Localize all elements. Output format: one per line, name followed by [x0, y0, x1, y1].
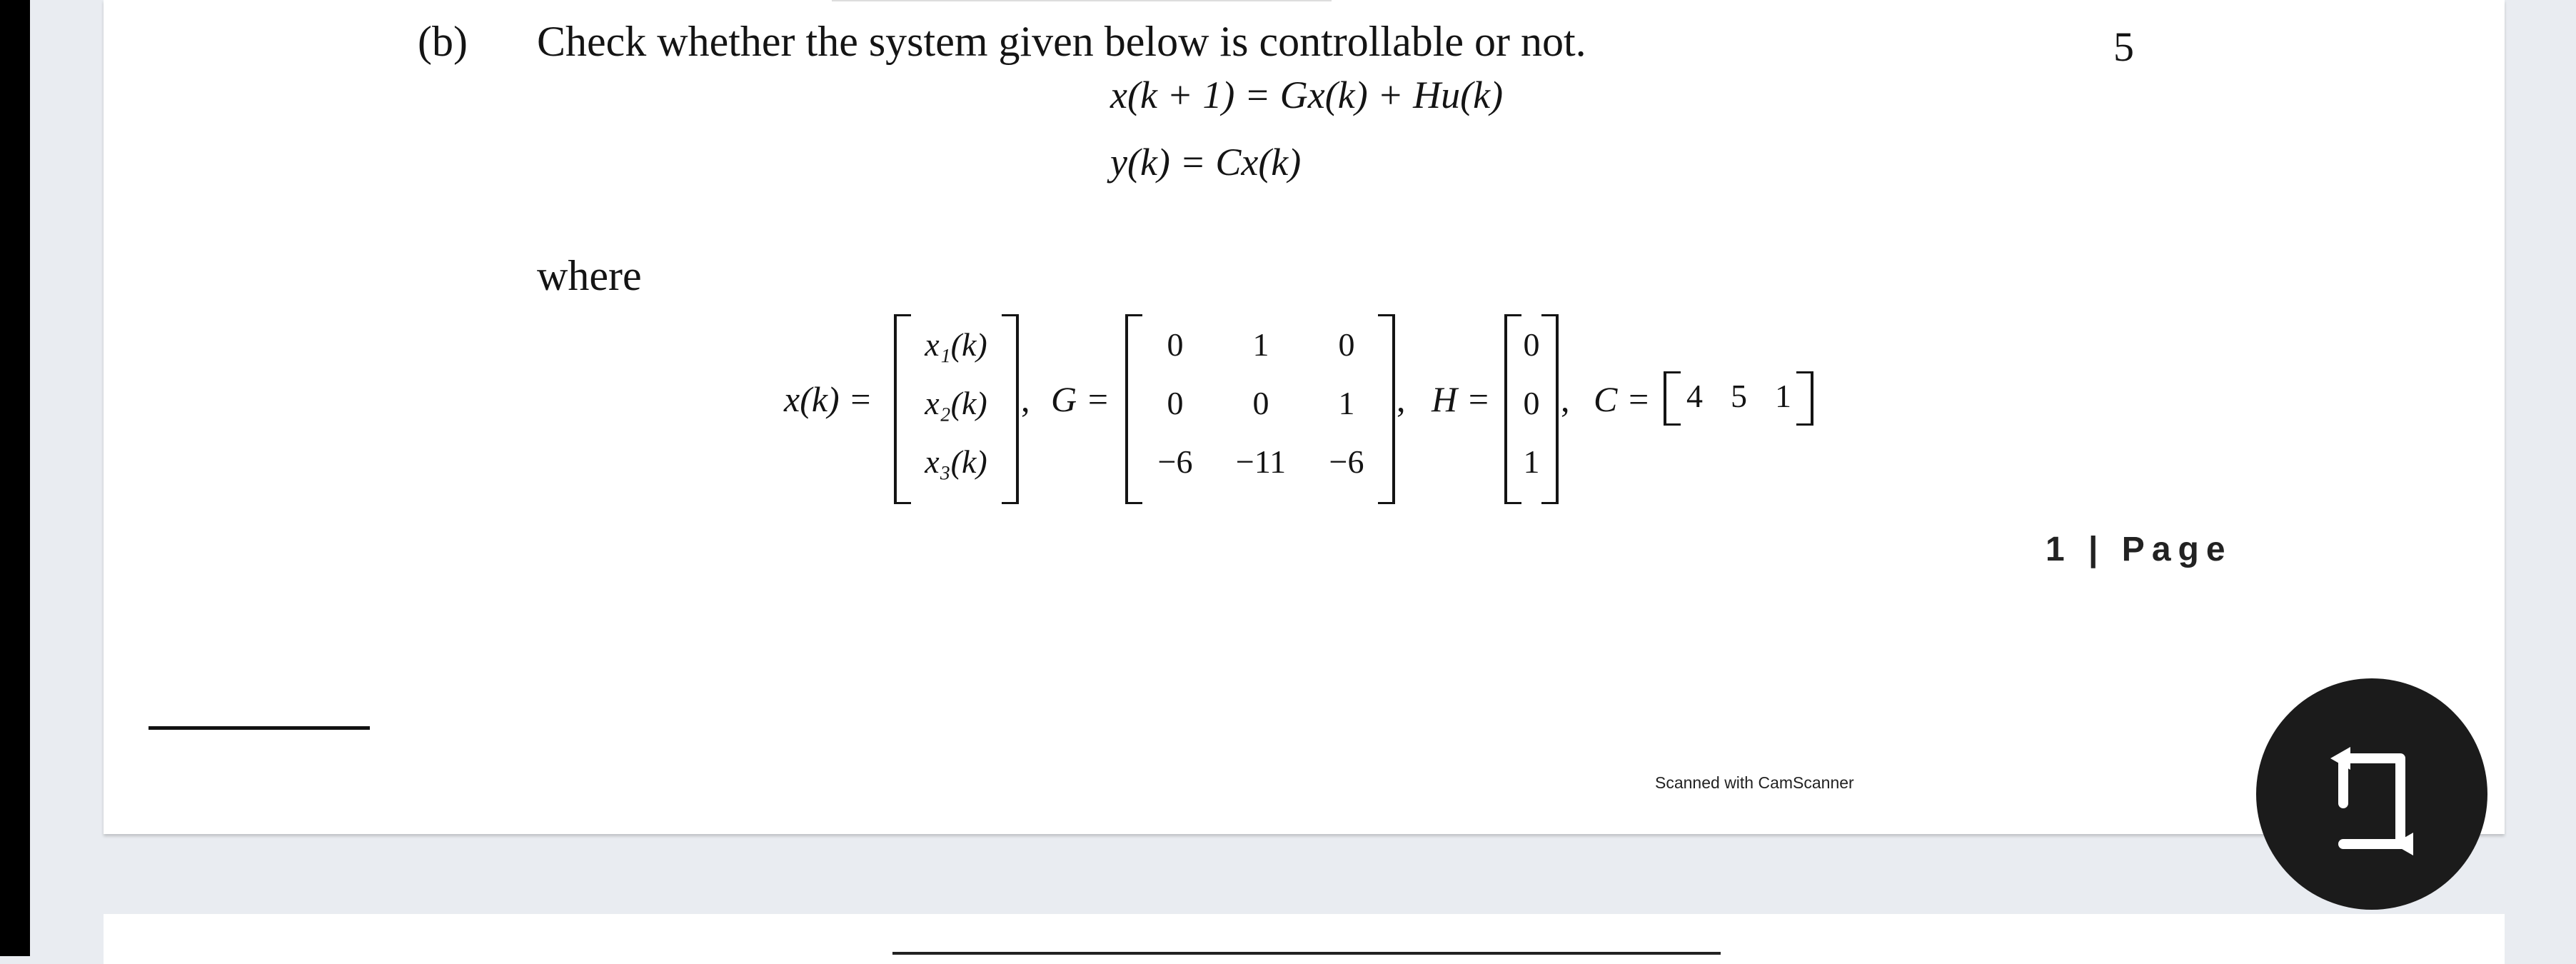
- matrix-cell: 1: [1338, 385, 1355, 421]
- separator: ,: [1397, 379, 1406, 419]
- matrix-cell: x₂(k): [925, 385, 987, 421]
- part-label: (b): [418, 18, 468, 65]
- output-equation: y(k) = Cx(k): [1110, 141, 1302, 184]
- matrix-cell: 1: [1775, 378, 1791, 414]
- matrix-cell: 0: [1167, 385, 1184, 421]
- c-vector-label: C =: [1594, 379, 1651, 419]
- next-page: [104, 914, 2505, 964]
- x-vector: [894, 314, 1019, 500]
- next-page-line: [892, 952, 1721, 955]
- previous-text-remnant: [832, 0, 1332, 1]
- matrix-cell: 1: [1252, 326, 1269, 363]
- g-matrix-label: G =: [1051, 379, 1110, 419]
- x-vector-label: x(k) =: [784, 379, 872, 419]
- left-bracket: [894, 314, 911, 504]
- matrix-cell: 0: [1523, 326, 1540, 363]
- separator: ,: [1561, 379, 1570, 419]
- matrix-cell: 0: [1167, 326, 1184, 363]
- matrix-cell: −11: [1235, 443, 1287, 480]
- h-vector: [1504, 314, 1559, 500]
- matrix-cell: x₁(k): [925, 326, 987, 363]
- marks: 5: [2113, 24, 2134, 70]
- matrix-cell: 0: [1523, 385, 1540, 421]
- page-footer: 1 | Page: [2046, 531, 2233, 568]
- g-matrix: [1125, 314, 1395, 500]
- matrix-cell: 0: [1338, 326, 1355, 363]
- matrix-cell: 4: [1686, 378, 1703, 414]
- matrix-cell: −6: [1329, 443, 1364, 480]
- left-edge-strip: [0, 0, 30, 956]
- right-bracket: [1002, 314, 1019, 504]
- matrix-cell: 0: [1252, 385, 1269, 421]
- c-vector: [1664, 371, 1813, 421]
- where-label: where: [537, 252, 642, 299]
- state-equation: x(k + 1) = Gx(k) + Hu(k): [1110, 74, 1504, 116]
- matrix-cell: 1: [1523, 443, 1540, 480]
- matrix-cell: 5: [1731, 378, 1747, 414]
- divider-line: [149, 726, 370, 730]
- scanner-watermark: Scanned with CamScanner: [1655, 773, 1854, 792]
- h-vector-label: H =: [1432, 379, 1491, 419]
- question-text: Check whether the system given below is controllable or not.: [537, 18, 1586, 65]
- matrix-cell: x₃(k): [925, 443, 987, 480]
- rotate-screen-button[interactable]: [2256, 678, 2487, 910]
- separator: ,: [1021, 379, 1030, 419]
- rotate-screen-icon: [2256, 678, 2487, 910]
- matrix-cell: −6: [1157, 443, 1193, 480]
